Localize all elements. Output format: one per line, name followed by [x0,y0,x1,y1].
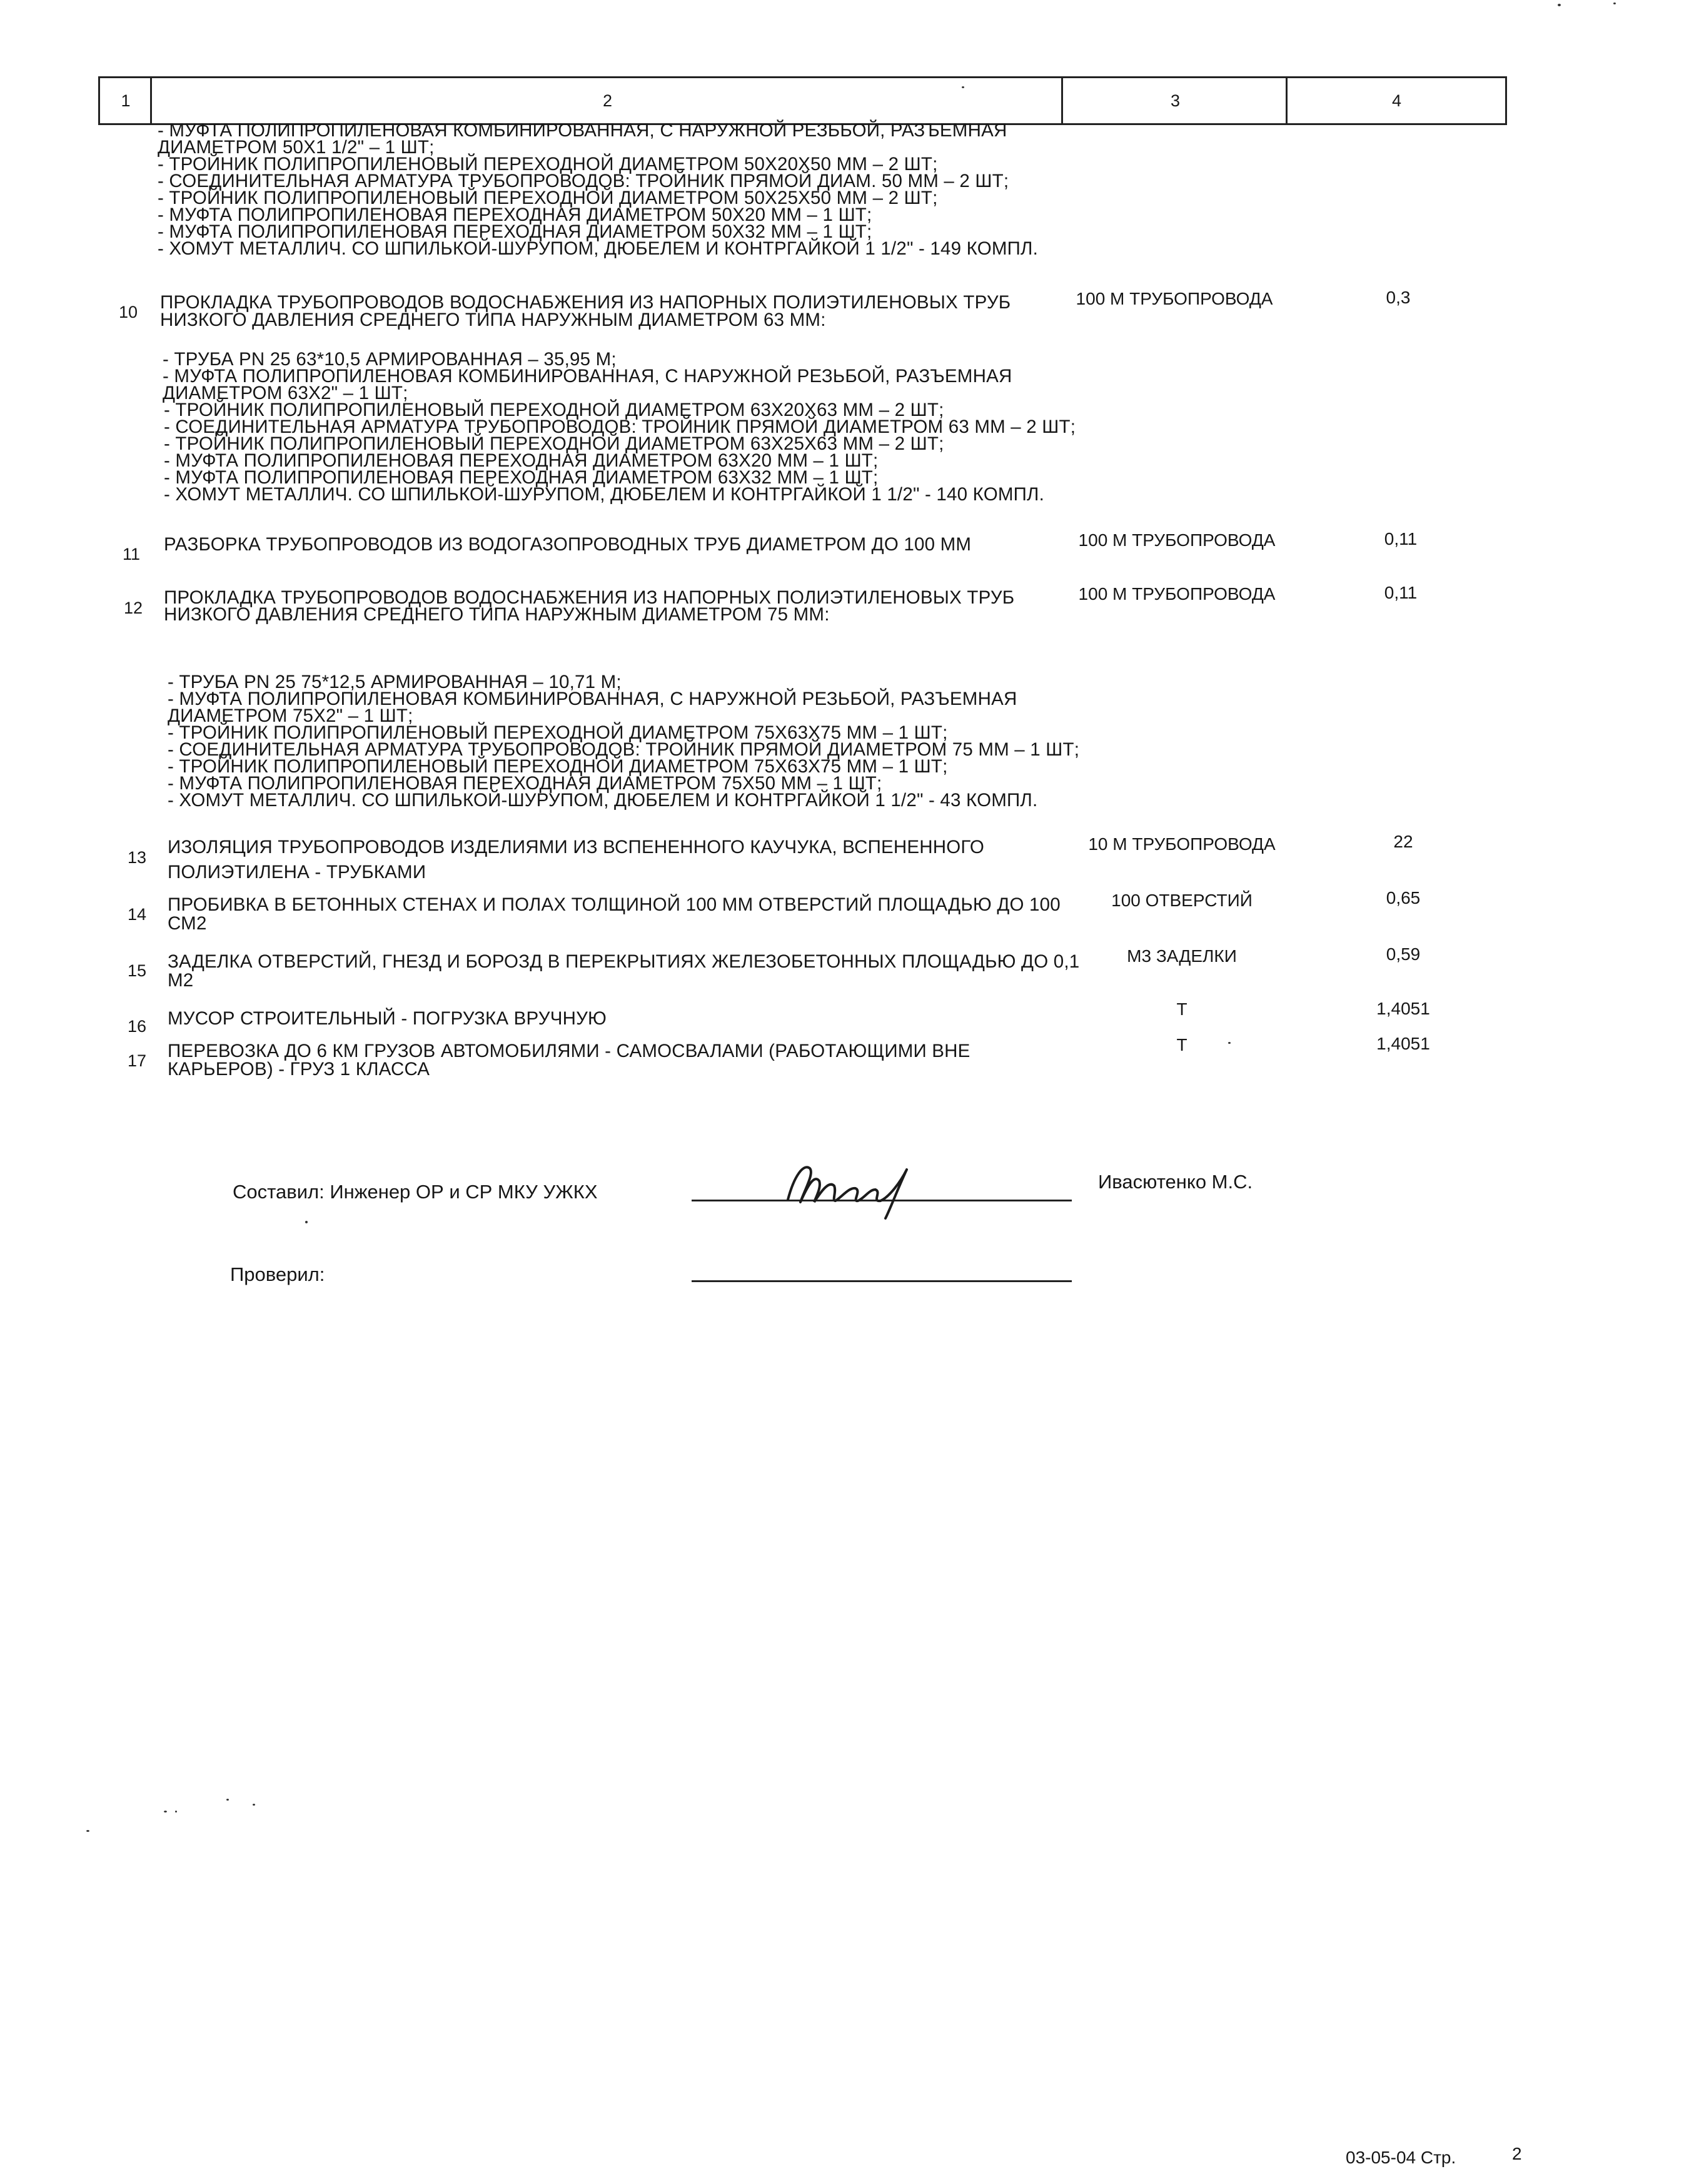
scan-speck [226,1799,229,1801]
scan-speck [175,1811,177,1812]
row-unit: Т [1176,999,1187,1019]
scan-speck [86,1830,89,1832]
row-detail-line: - МУФТА ПОЛИПРОПИЛЕНОВАЯ КОМБИНИРОВАННАЯ, С НАРУЖНОЙ РЕЗЬБОЙ, РАЗЪЕМНАЯ [168,689,1017,709]
carryover-line: - МУФТА ПОЛИПРОПИЛЕНОВАЯ КОМБИНИРОВАННАЯ, С НАРУЖНОЙ РЕЗЬБОЙ, РАЗЪЕМНАЯ [158,120,1007,141]
row-number: 14 [128,905,147,924]
scan-speck [962,86,964,88]
page-number: 2 [1512,2144,1522,2163]
row-quantity: 0,59 [1386,944,1421,964]
carryover-line: - ТРОЙНИК ПОЛИПРОПИЛЕНОВЫЙ ПЕРЕХОДНОЙ ДИАМЕТРОМ 50X25X50 ММ – 2 ШТ; [158,188,938,208]
row-number: 12 [124,599,143,617]
row-title-line: ИЗОЛЯЦИЯ ТРУБОПРОВОДОВ ИЗДЕЛИЯМИ ИЗ ВСПЕНЕННОГО КАУЧУКА, ВСПЕНЕННОГО [168,837,985,857]
compiled-by-label: Составил: Инженер ОР и СР МКУ УЖКХ [233,1181,598,1203]
row-detail-line: - ТРУБА PN 25 63*10,5 АРМИРОВАННАЯ – 35,95 М; [163,349,617,370]
row-detail-line: - СОЕДИНИТЕЛЬНАЯ АРМАТУРА ТРУБОПРОВОДОВ: ТРОЙНИК ПРЯМОЙ ДИАМЕТРОМ 63 ММ – 2 ШТ; [164,417,1076,437]
handwritten-signature [775,1151,950,1226]
row-title-line: КАРЬЕРОВ) - ГРУЗ 1 КЛАССА [168,1059,430,1079]
row-detail-line: - ТРОЙНИК ПОЛИПРОПИЛЕНОВЫЙ ПЕРЕХОДНОЙ ДИАМЕТРОМ 63X25X63 ММ – 2 ШТ; [164,433,944,454]
row-quantity: 1,4051 [1376,999,1430,1018]
row-quantity: 0,65 [1386,888,1421,907]
compiled-by-name: Ивасютенко М.С. [1098,1171,1253,1193]
scan-speck [253,1804,255,1806]
row-title-line: ПРОКЛАДКА ТРУБОПРОВОДОВ ВОДОСНАБЖЕНИЯ ИЗ НАПОРНЫХ ПОЛИЭТИЛЕНОВЫХ ТРУБ [160,292,1011,313]
row-unit: 100 М ТРУБОПРОВОДА [1078,584,1276,604]
row-unit: 10 М ТРУБОПРОВОДА [1088,834,1276,854]
row-title-line: ПРОБИВКА В БЕТОННЫХ СТЕНАХ И ПОЛАХ ТОЛЩИНОЙ 100 ММ ОТВЕРСТИЙ ПЛОЩАДЬЮ ДО 100 [168,894,1061,915]
header-col-4: 4 [1391,91,1402,110]
row-number: 17 [128,1051,147,1070]
row-title-line: СМ2 [168,913,207,934]
scan-speck [164,1811,167,1812]
row-number: 10 [119,303,138,321]
row-unit: 100 М ТРУБОПРОВОДА [1076,289,1273,308]
row-detail-line: ДИАМЕТРОМ 63X2" – 1 ШТ; [163,383,408,403]
row-title-line: ПОЛИЭТИЛЕНА - ТРУБКАМИ [168,862,426,882]
carryover-line: - ТРОЙНИК ПОЛИПРОПИЛЕНОВЫЙ ПЕРЕХОДНОЙ ДИАМЕТРОМ 50X20X50 ММ – 2 ШТ; [158,154,938,174]
row-unit: Т [1176,1035,1187,1054]
page-code: 03-05-04 Стр. [1346,2148,1456,2167]
row-title-line: ЗАДЕЛКА ОТВЕРСТИЙ, ГНЕЗД И БОРОЗД В ПЕРЕКРЫТИЯХ ЖЕЛЕЗОБЕТОННЫХ ПЛОЩАДЬЮ ДО 0,1 [168,951,1080,972]
row-title-line: НИЗКОГО ДАВЛЕНИЯ СРЕДНЕГО ТИПА НАРУЖНЫМ ДИАМЕТРОМ 63 ММ: [160,310,826,330]
row-detail-line: - МУФТА ПОЛИПРОПИЛЕНОВАЯ КОМБИНИРОВАННАЯ, С НАРУЖНОЙ РЕЗЬБОЙ, РАЗЪЕМНАЯ [163,366,1012,387]
row-unit: 100 ОТВЕРСТИЙ [1111,891,1253,910]
signature-line [692,1280,1072,1282]
row-quantity: 0,11 [1384,529,1418,549]
carryover-line: - СОЕДИНИТЕЛЬНАЯ АРМАТУРА ТРУБОПРОВОДОВ: ТРОЙНИК ПРЯМОЙ ДИАМ. 50 ММ – 2 ШТ; [158,171,1009,191]
carryover-line: - МУФТА ПОЛИПРОПИЛЕНОВАЯ ПЕРЕХОДНАЯ ДИАМЕТРОМ 50X32 ММ – 1 ШТ; [158,221,872,242]
row-quantity: 1,4051 [1376,1034,1430,1053]
scan-speck [1613,3,1616,4]
row-detail-line: - ХОМУТ МЕТАЛЛИЧ. СО ШПИЛЬКОЙ-ШУРУПОМ, ДЮБЕЛЕМ И КОНТРГАЙКОЙ 1 1/2" - 140 КОМПЛ. [164,484,1044,505]
row-number: 16 [128,1017,147,1036]
row-quantity: 0,11 [1384,583,1418,602]
row-quantity: 0,3 [1386,288,1411,307]
row-title-line: МУСОР СТРОИТЕЛЬНЫЙ - ПОГРУЗКА ВРУЧНУЮ [168,1008,607,1029]
row-number: 13 [128,848,147,867]
row-detail-line: - СОЕДИНИТЕЛЬНАЯ АРМАТУРА ТРУБОПРОВОДОВ: ТРОЙНИК ПРЯМОЙ ДИАМЕТРОМ 75 ММ – 1 ШТ; [168,739,1080,760]
row-detail-line: - МУФТА ПОЛИПРОПИЛЕНОВАЯ ПЕРЕХОДНАЯ ДИАМЕТРОМ 63X20 ММ – 1 ШТ; [164,450,879,471]
scan-speck [1558,4,1561,6]
row-detail-line: ДИАМЕТРОМ 75X2" – 1 ШТ; [168,705,413,726]
row-detail-line: - МУФТА ПОЛИПРОПИЛЕНОВАЯ ПЕРЕХОДНАЯ ДИАМЕТРОМ 75X50 ММ – 1 ШТ; [168,773,882,794]
carryover-line: ДИАМЕТРОМ 50X1 1/2" – 1 ШТ; [158,137,435,158]
row-title-line: РАЗБОРКА ТРУБОПРОВОДОВ ИЗ ВОДОГАЗОПРОВОДНЫХ ТРУБ ДИАМЕТРОМ ДО 100 ММ [164,534,972,555]
row-detail-line: - МУФТА ПОЛИПРОПИЛЕНОВАЯ ПЕРЕХОДНАЯ ДИАМЕТРОМ 63X32 ММ – 1 ШТ; [164,467,879,488]
row-detail-line: - ТРОЙНИК ПОЛИПРОПИЛЕНОВЫЙ ПЕРЕХОДНОЙ ДИАМЕТРОМ 75X63X75 ММ – 1 ШТ; [168,722,948,743]
row-detail-line: - ТРУБА PN 25 75*12,5 АРМИРОВАННАЯ – 10,71 М; [168,672,622,692]
row-title-line: М2 [168,970,194,991]
row-title-line: ПЕРЕВОЗКА ДО 6 КМ ГРУЗОВ АВТОМОБИЛЯМИ - САМОСВАЛАМИ (РАБОТАЮЩИМИ ВНЕ [168,1041,970,1061]
row-detail-line: - ТРОЙНИК ПОЛИПРОПИЛЕНОВЫЙ ПЕРЕХОДНОЙ ДИАМЕТРОМ 75X63X75 ММ – 1 ШТ; [168,756,948,777]
scan-speck [1228,1042,1231,1044]
header-col-1: 1 [121,91,131,110]
carryover-line: - МУФТА ПОЛИПРОПИЛЕНОВАЯ ПЕРЕХОДНАЯ ДИАМЕТРОМ 50X20 ММ – 1 ШТ; [158,205,872,225]
row-title-line: НИЗКОГО ДАВЛЕНИЯ СРЕДНЕГО ТИПА НАРУЖНЫМ ДИАМЕТРОМ 75 ММ: [164,604,830,625]
header-col-2: 2 [602,91,613,110]
carryover-line: - ХОМУТ МЕТАЛЛИЧ. СО ШПИЛЬКОЙ-ШУРУПОМ, ДЮБЕЛЕМ И КОНТРГАЙКОЙ 1 1/2" - 149 КОМПЛ. [158,238,1038,259]
row-detail-line: - ТРОЙНИК ПОЛИПРОПИЛЕНОВЫЙ ПЕРЕХОДНОЙ ДИАМЕТРОМ 63X20X63 ММ – 2 ШТ; [164,400,944,420]
checked-by-label: Проверил: [230,1263,325,1285]
row-detail-line: - ХОМУТ МЕТАЛЛИЧ. СО ШПИЛЬКОЙ-ШУРУПОМ, ДЮБЕЛЕМ И КОНТРГАЙКОЙ 1 1/2" - 43 КОМПЛ. [168,790,1038,811]
row-number: 15 [128,961,147,980]
row-unit: 100 М ТРУБОПРОВОДА [1078,530,1276,550]
row-quantity: 22 [1393,832,1413,851]
row-title-line: ПРОКЛАДКА ТРУБОПРОВОДОВ ВОДОСНАБЖЕНИЯ ИЗ НАПОРНЫХ ПОЛИЭТИЛЕНОВЫХ ТРУБ [164,587,1015,608]
table-header [98,76,1507,125]
scan-speck [305,1221,308,1223]
row-number: 11 [123,545,141,564]
header-col-3: 3 [1170,91,1181,110]
row-unit: М3 ЗАДЕЛКИ [1127,946,1237,966]
